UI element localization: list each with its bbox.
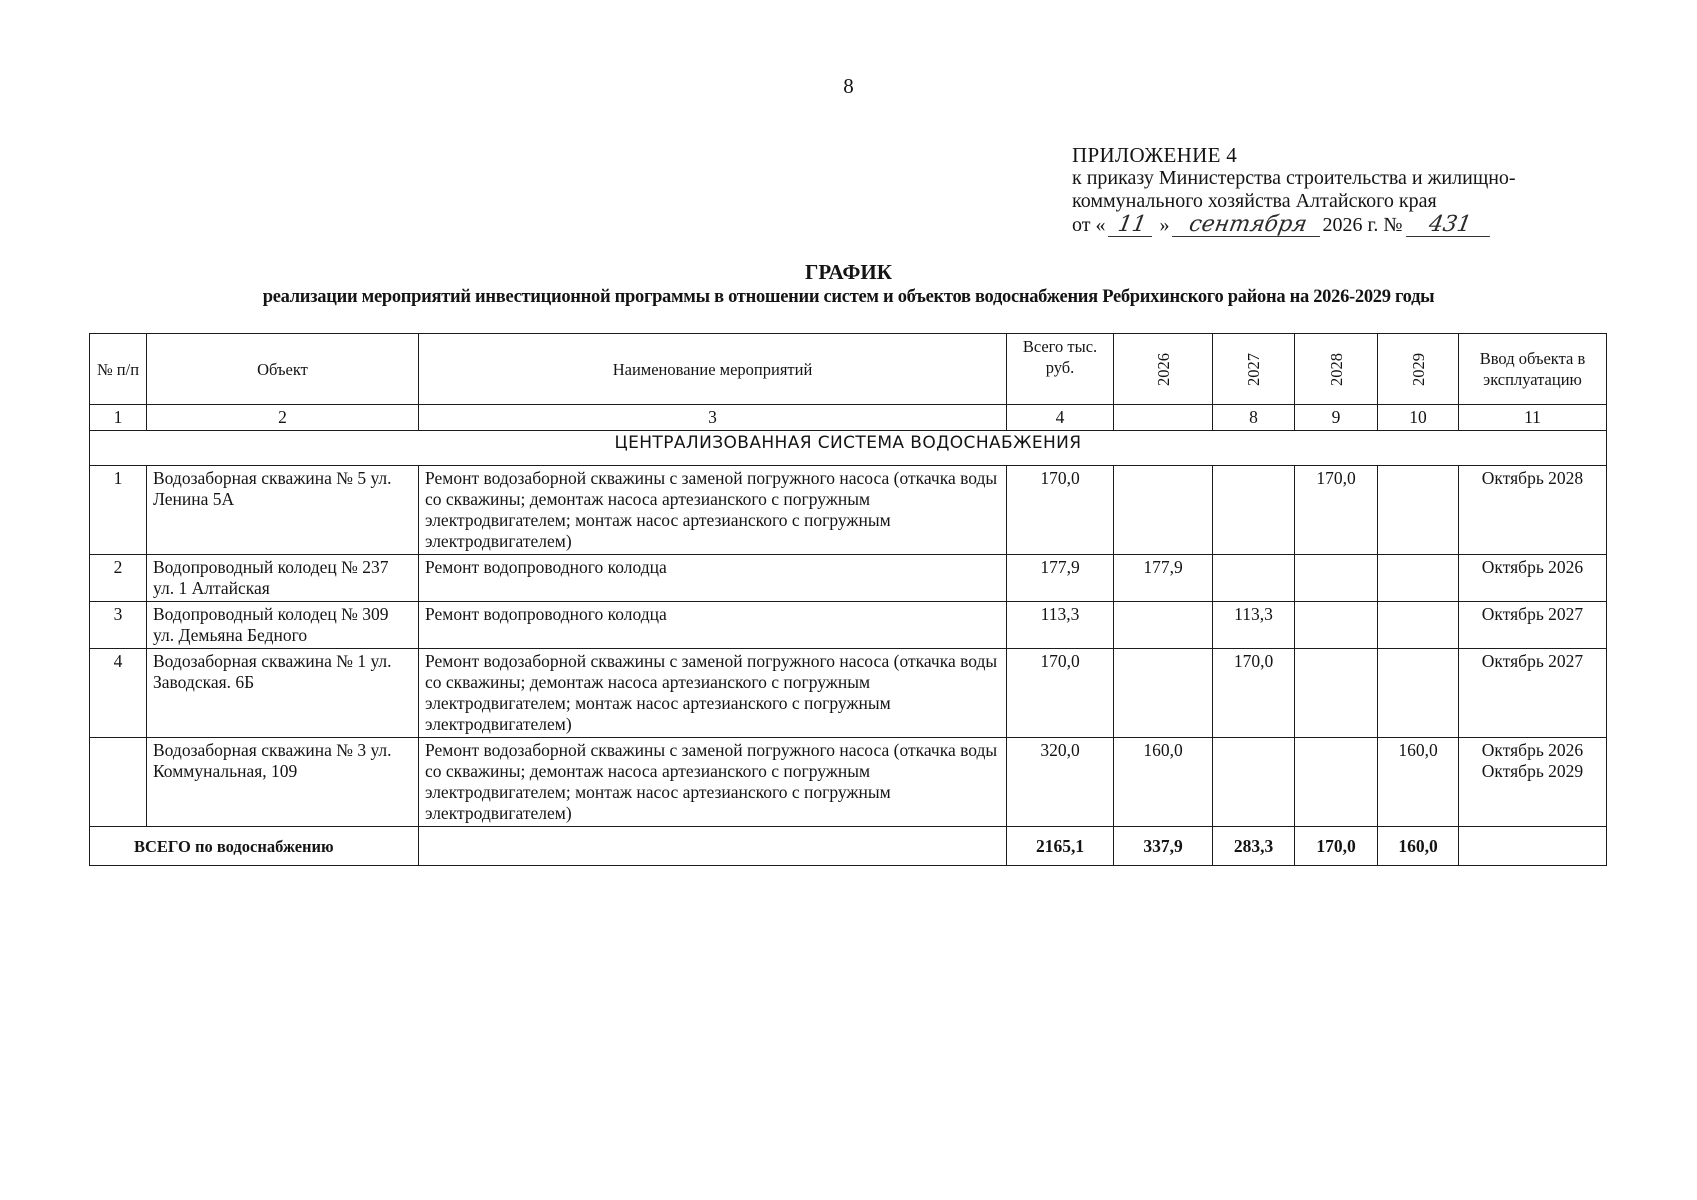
total-y2029: 160,0 — [1378, 827, 1459, 866]
row-y2029 — [1378, 555, 1459, 602]
header-total: Всего тыс. руб. — [1007, 334, 1114, 405]
total-commissioning-empty — [1459, 827, 1607, 866]
row-commissioning: Октябрь 2026 — [1459, 555, 1607, 602]
total-y2027: 283,3 — [1213, 827, 1295, 866]
row-commissioning: Октябрь 2028 — [1459, 466, 1607, 555]
column-number: 1 — [90, 405, 147, 431]
row-y2027 — [1213, 466, 1295, 555]
row-object: Водозаборная скважина № 5 ул. Ленина 5А — [147, 466, 419, 555]
row-total: 177,9 — [1007, 555, 1114, 602]
total-y2028: 170,0 — [1295, 827, 1378, 866]
header-year-2029 — [1378, 334, 1459, 405]
header-row — [90, 334, 1607, 405]
row-total: 170,0 — [1007, 466, 1114, 555]
row-total: 170,0 — [1007, 649, 1114, 738]
row-y2028 — [1295, 555, 1378, 602]
header-commissioning: Ввод объекта в эксплуатацию — [1459, 334, 1607, 405]
row-y2027 — [1213, 555, 1295, 602]
row-y2026 — [1114, 466, 1213, 555]
appendix-line-2: коммунального хозяйства Алтайского края — [1072, 190, 1437, 212]
row-y2027: 170,0 — [1213, 649, 1295, 738]
row-total: 113,3 — [1007, 602, 1114, 649]
total-sum: 2165,1 — [1007, 827, 1114, 866]
row-num — [90, 738, 147, 827]
table-row — [90, 602, 1607, 649]
row-y2026 — [1114, 602, 1213, 649]
handwritten-order-number: 431 — [1405, 213, 1493, 237]
header-year-2027 — [1213, 334, 1295, 405]
header-activity: Наименование мероприятий — [419, 334, 1007, 405]
table-row — [90, 649, 1607, 738]
row-y2028 — [1295, 602, 1378, 649]
row-y2029 — [1378, 466, 1459, 555]
column-number: 10 — [1378, 405, 1459, 431]
row-commissioning: Октябрь 2027 — [1459, 649, 1607, 738]
row-num: 4 — [90, 649, 147, 738]
column-number: 8 — [1213, 405, 1295, 431]
date-prefix: от « — [1072, 214, 1106, 236]
total-label: ВСЕГО по водоснабжению — [90, 827, 419, 866]
row-activity: Ремонт водозаборной скважины с заменой погружного насоса (откачка воды со скважины; демонтаж насоса артезианского с погружным электродвигателем; монтаж насос артезианского с погружным электродвигателем) — [419, 738, 1007, 827]
row-commissioning: Октябрь 2027 — [1459, 602, 1607, 649]
row-y2027: 113,3 — [1213, 602, 1295, 649]
total-row — [90, 827, 1607, 866]
row-total: 320,0 — [1007, 738, 1114, 827]
row-num: 2 — [90, 555, 147, 602]
row-y2029 — [1378, 602, 1459, 649]
column-number: 2 — [147, 405, 419, 431]
column-number: 11 — [1459, 405, 1607, 431]
row-activity: Ремонт водопроводного колодца — [419, 555, 1007, 602]
document-subtitle: реализации мероприятий инвестиционной программы в отношении систем и объектов водоснабжения Ребрихинского района на 2026-2029 годы — [262, 287, 1435, 307]
row-object: Водозаборная скважина № 3 ул. Коммунальная, 109 — [147, 738, 419, 827]
row-y2027 — [1213, 738, 1295, 827]
row-y2026: 160,0 — [1114, 738, 1213, 827]
row-object: Водопроводный колодец № 237 ул. 1 Алтайская — [147, 555, 419, 602]
row-y2026: 177,9 — [1114, 555, 1213, 602]
column-number: 9 — [1295, 405, 1378, 431]
row-y2029 — [1378, 649, 1459, 738]
header-num: № п/п — [90, 334, 147, 405]
column-number — [1114, 405, 1213, 431]
schedule-table — [89, 333, 1607, 866]
table-row — [90, 555, 1607, 602]
header-year-2028 — [1295, 334, 1378, 405]
section-row — [90, 431, 1607, 466]
row-activity: Ремонт водопроводного колодца — [419, 602, 1007, 649]
date-year: 2026 г. № — [1322, 214, 1403, 236]
total-activity-empty — [419, 827, 1007, 866]
row-y2029: 160,0 — [1378, 738, 1459, 827]
document-title: ГРАФИК — [805, 260, 892, 284]
section-title: ЦЕНТРАЛИЗОВАННАЯ СИСТЕМА ВОДОСНАБЖЕНИЯ — [90, 431, 1607, 466]
table-row — [90, 738, 1607, 827]
header-year-2027-label: 2027 — [1244, 352, 1263, 386]
total-y2026: 337,9 — [1114, 827, 1213, 866]
column-number: 3 — [419, 405, 1007, 431]
column-number-row — [90, 405, 1607, 431]
appendix-heading: ПРИЛОЖЕНИЕ 4 — [1072, 143, 1238, 167]
handwritten-month: сентября — [1172, 213, 1324, 237]
row-num: 1 — [90, 466, 147, 555]
row-y2028 — [1295, 649, 1378, 738]
header-year-2029-label: 2029 — [1408, 352, 1428, 386]
row-object: Водозаборная скважина № 1 ул. Заводская. 6Б — [147, 649, 419, 738]
row-object: Водопроводный колодец № 309 ул. Демьяна Бедного — [147, 602, 419, 649]
row-activity: Ремонт водозаборной скважины с заменой погружного насоса (откачка воды со скважины; демонтаж насоса артезианского с погружным электродвигателем; монтаж насос артезианского с погружным электродвигателем) — [419, 649, 1007, 738]
appendix-block — [1072, 144, 1632, 237]
row-num: 3 — [90, 602, 147, 649]
header-year-2028-label: 2028 — [1326, 352, 1346, 386]
date-quote-close: » — [1159, 214, 1170, 236]
row-y2028 — [1295, 738, 1378, 827]
appendix-date-line — [1072, 213, 1632, 237]
row-commissioning: Октябрь 2026 Октябрь 2029 — [1459, 738, 1607, 827]
header-object: Объект — [147, 334, 419, 405]
page-number: 8 — [843, 74, 854, 98]
appendix-line-1: к приказу Министерства строительства и жилищно- — [1072, 167, 1516, 189]
column-number: 4 — [1007, 405, 1114, 431]
header-year-2026-label: 2026 — [1153, 352, 1173, 386]
row-y2026 — [1114, 649, 1213, 738]
handwritten-day: 11 — [1108, 213, 1156, 237]
row-y2028: 170,0 — [1295, 466, 1378, 555]
table-row — [90, 466, 1607, 555]
row-activity: Ремонт водозаборной скважины с заменой погружного насоса (откачка воды со скважины; демонтаж насоса артезианского с погружным электродвигателем; монтаж насос артезианского с погружным электродвигателем) — [419, 466, 1007, 555]
header-year-2026 — [1114, 334, 1213, 405]
